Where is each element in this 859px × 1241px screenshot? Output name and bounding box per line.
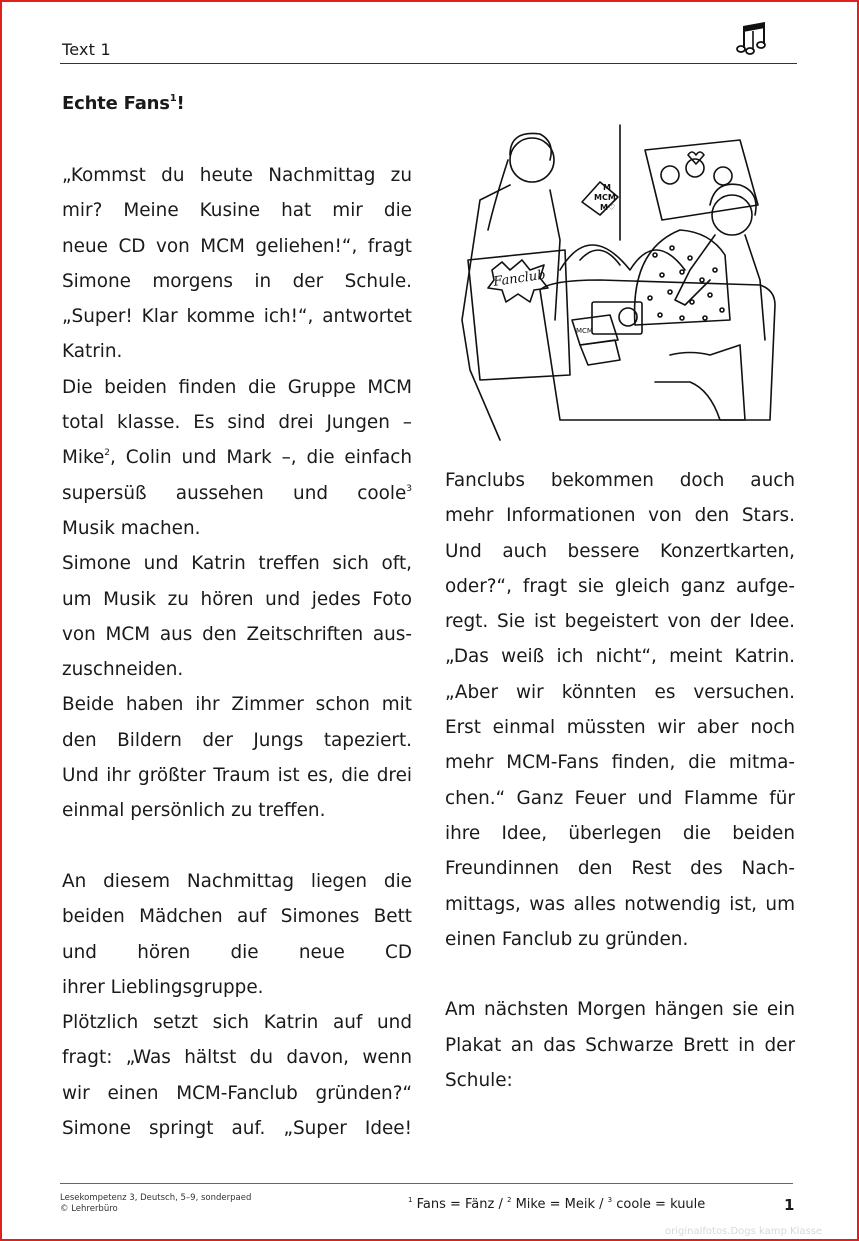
footnotes: $^1$ Fans = Fänz / $^2$ Mike = Meik / $^3$ coole = kuule — [408, 1196, 706, 1212]
story-title — [62, 93, 185, 114]
right-column-text-line: mehr Informationen von den Stars. — [445, 505, 795, 527]
right-column-text-line: regt. Sie ist begeistert von der Idee. — [445, 611, 795, 633]
left-column-text-line: Plötzlich setzt sich Katrin auf und — [62, 1012, 412, 1034]
right-column-text-line: Freundinnen den Rest des Nach- — [445, 858, 795, 880]
footer-source — [60, 1193, 251, 1215]
right-column-text-line: „Aber wir könnten es versuchen. — [445, 681, 795, 703]
right-column-text-line — [445, 957, 795, 992]
right-column-text-line: einen Fanclub zu gründen. — [445, 928, 689, 950]
left-column-text-line: Simone morgens in der Schule. — [62, 270, 412, 292]
right-column-text-line: Plakat an das Schwarze Brett in der — [445, 1034, 795, 1056]
right-column-text-line: „Das weiß ich nicht“, meint Katrin. — [445, 646, 795, 668]
wall-sticker-line-1: M — [603, 183, 611, 192]
watermark-text: originalfotos.Dogs kamp Klasse — [665, 1226, 823, 1237]
left-column-text-line: supersüß aussehen und coole$^3$ — [62, 482, 412, 504]
left-text-column — [62, 158, 412, 1146]
title-footnote-mark: 1 — [169, 93, 177, 104]
right-text-column — [445, 463, 795, 1098]
left-column-text-line: Katrin. — [62, 341, 123, 363]
header-label: Text 1 — [62, 40, 111, 59]
left-column-text-line: beiden Mädchen auf Simones Bett — [62, 906, 412, 928]
left-column-text-line: den Bildern der Jungs tapeziert. — [62, 729, 412, 751]
wall-sticker-line-3: M♡ — [600, 203, 616, 212]
left-column-text-line: Mike$^2$, Colin und Mark –, die einfach — [62, 447, 412, 469]
left-column-text-line: zuschneiden. — [62, 659, 184, 681]
left-column-text-line — [62, 829, 412, 864]
right-column-text-line: Fanclubs bekommen doch auch — [445, 470, 795, 491]
left-column-text-line: und hören die neue CD — [62, 941, 412, 963]
left-column-text-line: An diesem Nachmittag liegen die — [62, 870, 412, 892]
music-notes-icon — [735, 20, 775, 58]
left-column-text-line: einmal persönlich zu treffen. — [62, 800, 326, 822]
left-column-text-line: mir? Meine Kusine hat mir die — [62, 200, 412, 222]
right-column-text-line: ihre Idee, überlegen die beiden — [445, 822, 795, 844]
poster-fanclub-label: Fanclub — [492, 267, 547, 290]
left-column-text-line: „Kommst du heute Nachmittag zu — [62, 165, 412, 186]
left-column-text-line: von MCM aus den Zeitschriften aus- — [62, 623, 412, 645]
left-column-text-line: „Super! Klar komme ich!“, antwortet — [62, 306, 412, 328]
right-column-text-line: oder?“, fragt sie gleich ganz aufge- — [445, 575, 795, 597]
left-column-text-line: Beide haben ihr Zimmer schon mit — [62, 694, 412, 716]
header-rule — [60, 63, 797, 64]
right-column-text-line: mehr MCM-Fans finden, die mitma- — [445, 752, 795, 774]
left-column-text-line: Simone springt auf. „Super Idee! — [62, 1118, 412, 1140]
right-column-text-line: mittags, was alles notwendig ist, um — [445, 893, 795, 915]
left-column-text-line: Und ihr größter Traum ist es, die drei — [62, 765, 412, 787]
footer-rule — [60, 1183, 793, 1184]
left-column-text-line: Die beiden finden die Gruppe MCM — [62, 376, 412, 398]
wall-sticker-line-2: MCM — [594, 193, 616, 202]
title-text: Echte Fans — [62, 93, 170, 114]
left-column-text-line: Simone und Katrin treffen sich oft, — [62, 553, 412, 575]
right-column-text-line: Schule: — [445, 1070, 513, 1092]
left-column-text-line: total klasse. Es sind drei Jungen – — [62, 412, 412, 434]
left-column-text-line: neue CD von MCM geliehen!“, fragt — [62, 235, 412, 257]
left-column-text-line: fragt: „Was hältst du davon, wenn — [62, 1047, 412, 1069]
right-column-text-line: Erst einmal müssten wir aber noch — [445, 717, 795, 739]
title-exclamation: ! — [176, 93, 185, 114]
footer-source-line-1: Lesekompetenz 3, Deutsch, 5–9, sonderpaed — [60, 1193, 252, 1203]
magazine-label: MCM — [576, 327, 593, 335]
left-column-text-line: wir einen MCM-Fanclub gründen?“ — [62, 1082, 412, 1104]
left-column-text-line: um Musik zu hören und jedes Foto — [62, 588, 412, 610]
footer-source-line-2: © Lehrerbüro — [60, 1204, 118, 1214]
right-column-text-line: chen.“ Ganz Feuer und Flamme für — [445, 787, 795, 809]
right-column-text-line: Am nächsten Morgen hängen sie ein — [445, 999, 795, 1021]
page-number: 1 — [784, 1196, 795, 1214]
right-column-text-line: Und auch bessere Konzertkarten, — [445, 540, 795, 562]
left-column-text-line: ihrer Lieblingsgruppe. — [62, 976, 264, 998]
left-column-text-line: Musik machen. — [62, 517, 201, 539]
illustration-girls-with-fanclub-poster — [440, 120, 800, 450]
